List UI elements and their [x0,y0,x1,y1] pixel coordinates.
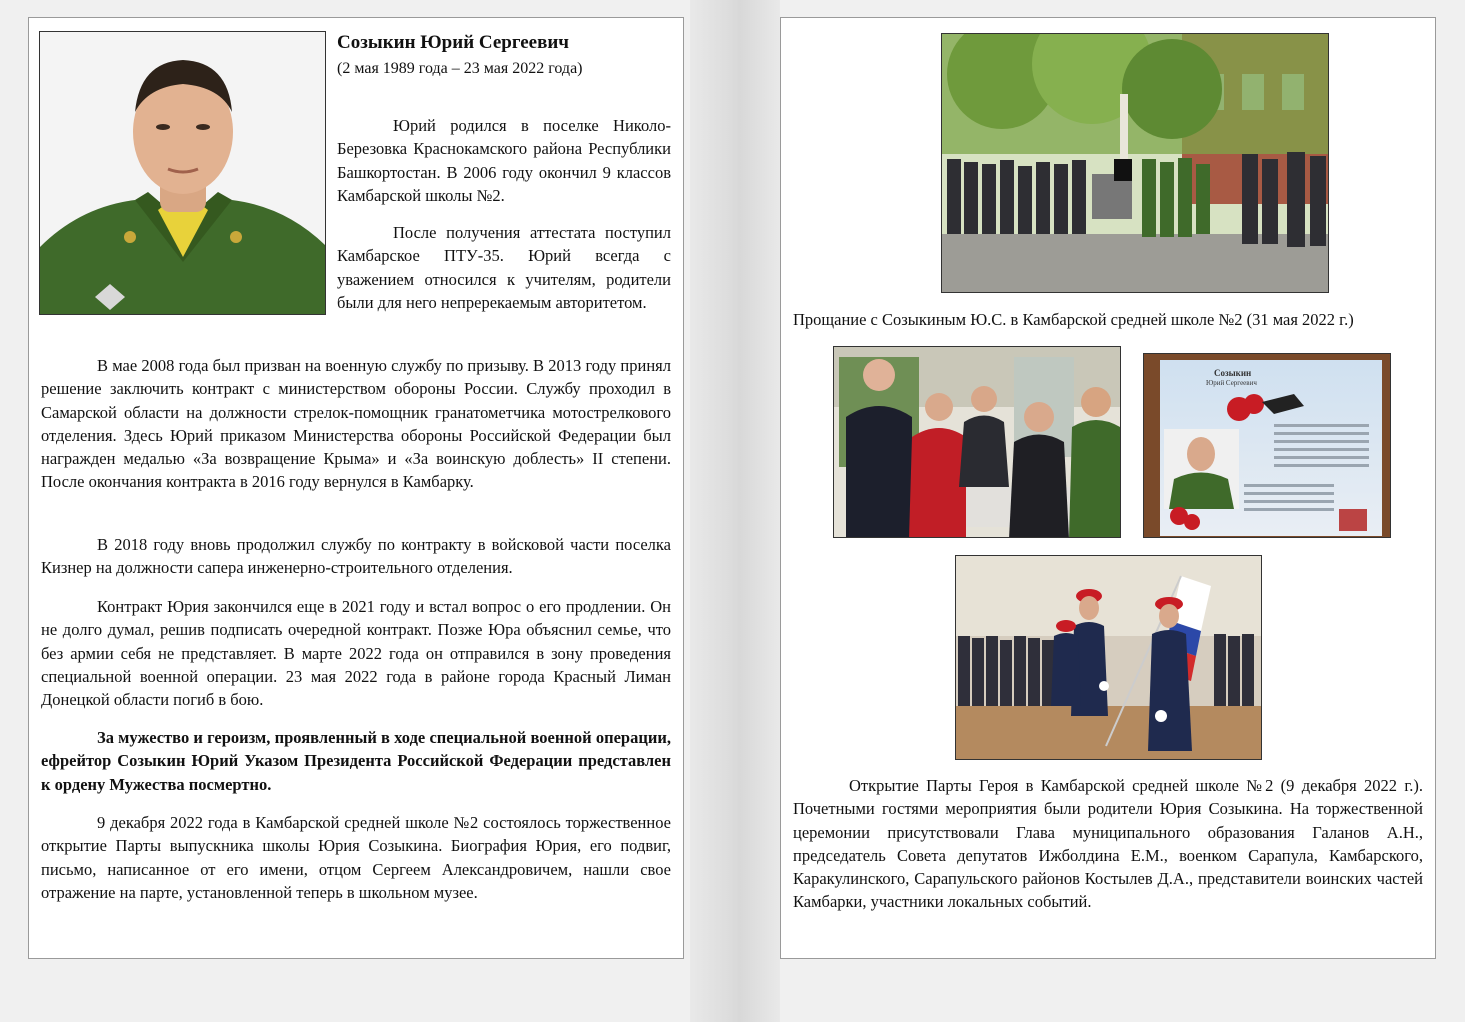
paragraph-education: После получения аттестата поступил Камбарское ПТУ-35. Юрий всегда с уважением относился к учителям, родители были для него непререкаемым авторитетом. [337,223,671,312]
portrait-photo [39,31,326,315]
ceremony-image [956,556,1262,760]
soldier-portrait-image [40,32,326,315]
ceremony-photo [955,555,1262,760]
memorial-desk-photo [1143,353,1391,538]
museum-visit-image [834,347,1121,538]
life-dates: (2 мая 1989 года – 23 мая 2022 года) [337,60,583,77]
book-gutter [690,0,780,1022]
farewell-photo [941,33,1329,293]
ceremony-caption: Открытие Парты Героя в Камбарской средней школе №2 (9 декабря 2022 г.). Почетными гостями мероприятия были родители Юрия Созыкина. На торжественной церемонии присутствовали Глава муниципального образования Галанов А.Н., председатель Совета депутатов Ижболдина Е.М., военком Сарапула, Камбарского, Каракулинского, Сарапульского районов Костылев Д.А., представители воинских частей Камбарки, участники локальных событий. [793,776,1423,912]
paragraph-birth: Юрий родился в поселке Николо-Березовка Краснокамского района Республики Башкортостан. В 2006 году окончил 9 классов Камбарской школы №2. [337,116,671,205]
board-name-line2: Юрий Сергеевич [1206,379,1257,387]
page-title: Созыкин Юрий Сергеевич [337,32,570,53]
board-name-line1: Созыкин [1214,368,1252,378]
right-page [780,17,1436,959]
paragraph-desk-opening: 9 декабря 2022 года в Камбарской средней школе №2 состоялось торжественное открытие Парты выпускника школы Юрия Созыкина. Биография Юрия, его подвиг, письмо, написанное от его имени, отцом Сергеем Александровичем, нашли свое отражение на парте, установленной теперь в школьном музее. [41,813,671,902]
museum-visit-photo [833,346,1121,538]
paragraph-service-2018: В 2018 году вновь продолжил службу по контракту в войсковой части поселка Кизнер на должности сапера инженерно-строительного отделения. [41,535,671,578]
paragraph-contract: Контракт Юрия закончился еще в 2021 году и встал вопрос о его продлении. Он не долго думал, решив подписать очередной контракт. Позже Юра объяснил семье, что без армии себя не представляет. В марте 2022 года он отправился в зону проведения специальной военной операции. 23 мая 2022 года в районе города Красный Лиман Донецкой области погиб в бою. [41,597,671,710]
farewell-caption: Прощание с Созыкиным Ю.С. в Камбарской средней школе №2 (31 мая 2022 г.) [793,310,1354,329]
left-page [28,17,684,959]
memorial-desk-image [1144,354,1391,538]
farewell-ceremony-image [942,34,1329,293]
paragraph-award: За мужество и героизм, проявленный в ходе специальной военной операции, ефрейтор Созыкин Юрий Указом Президента Российской Федерации представлен к ордену Мужества посмертно. [41,728,671,794]
paragraph-service: В мае 2008 года был призван на военную службу по призыву. В 2013 году принял решение заключить контракт с министерством обороны России. Службу проходил в Самарской области на должности стрелок-помощник гранатометчика мотострелкового отделения. Здесь Юрий приказом Министерства обороны Российской Федерации был награжден медалью «За возвращение Крыма» и «За воинскую доблесть» II степени. После окончания контракта в 2016 году вернулся в Камбарку. [41,356,671,492]
